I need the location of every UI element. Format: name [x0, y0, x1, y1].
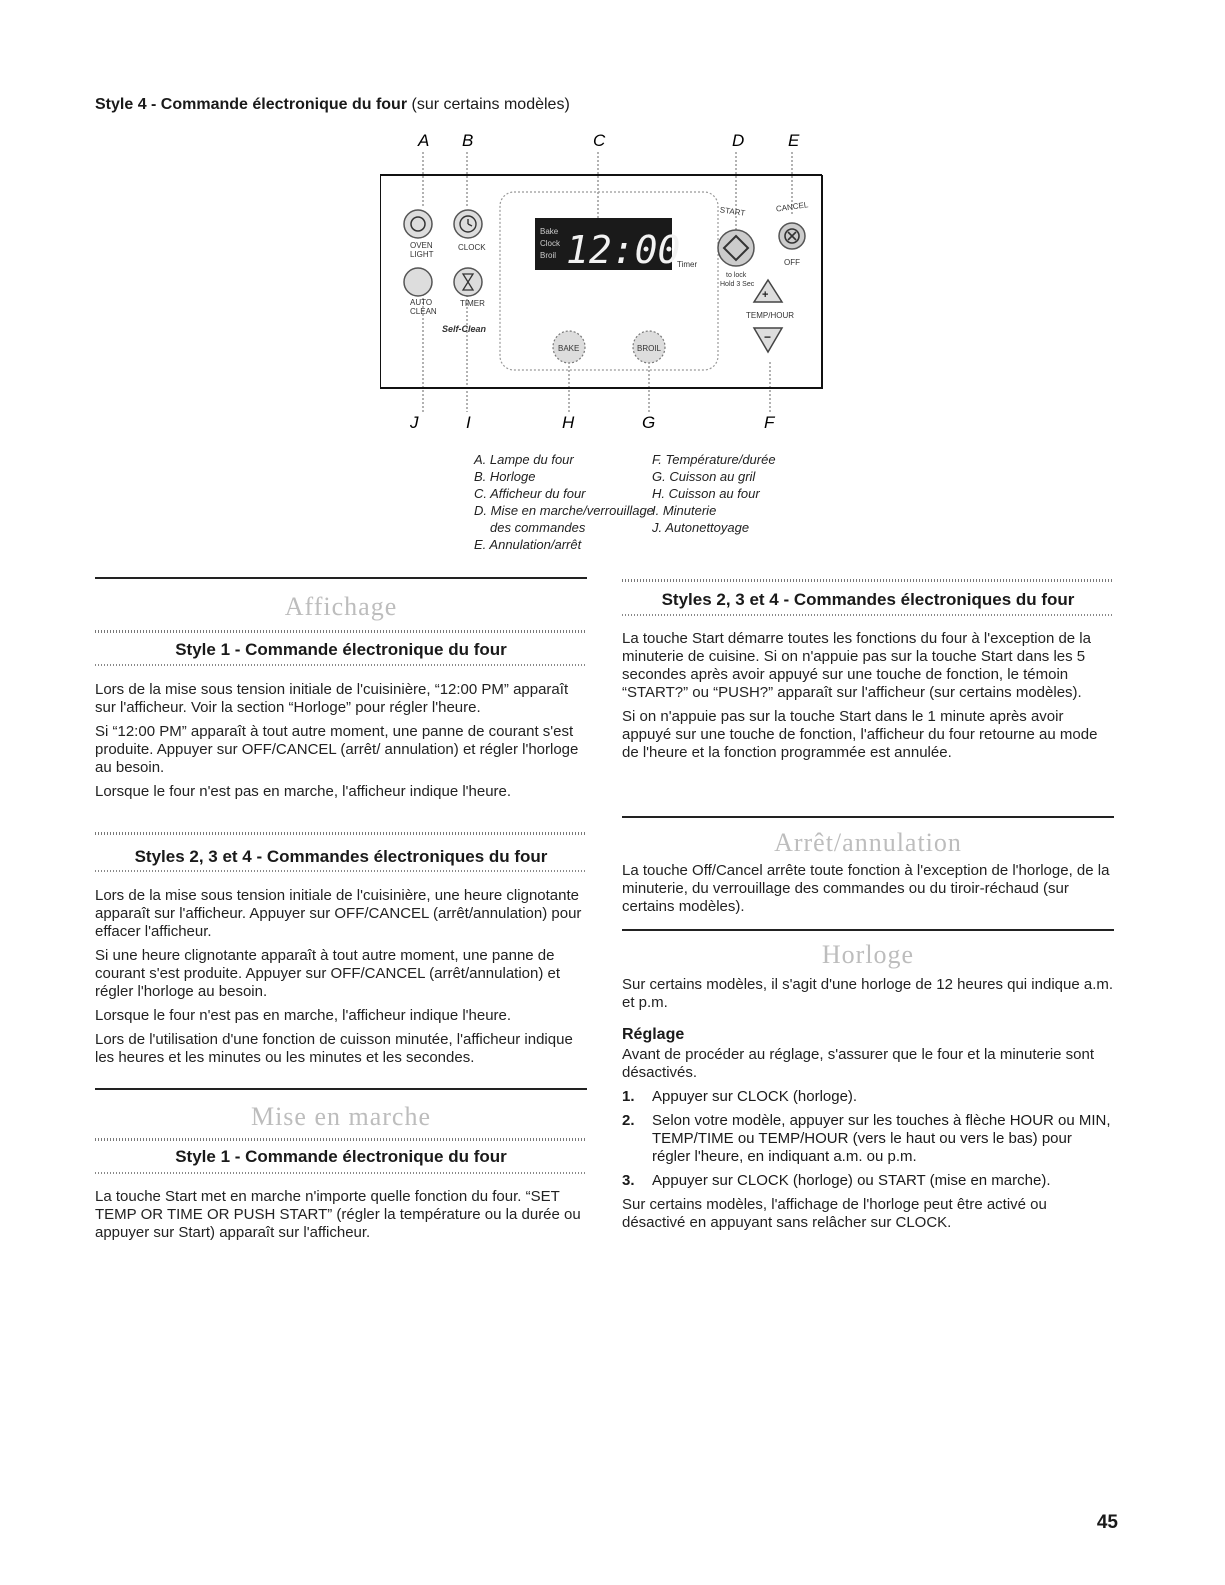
cancel-label: CANCEL	[775, 200, 809, 214]
cancel-button[interactable]	[779, 223, 805, 249]
subtitle-styles234: Styles 2, 3 et 4 - Commandes électroniques du four	[134, 847, 548, 866]
paragraph: La touche Off/Cancel arrête toute fonction à l'exception de l'horloge, de la minuterie, du verrouillage des commandes ou du tiroir-réchaud (sur certains modèles).	[622, 862, 1110, 915]
section-rule	[622, 929, 1114, 931]
paragraph: La touche Start démarre toutes les fonctions du four à l'exception de la minuterie de cuisine. Si on n'appuie pas sur la touche Start dans les 5 secondes après avoir appuyé sur une touche de fonction, le témoin “START?” ou “PUSH?” apparaît sur l'afficheur (sur certains modèles).	[622, 630, 1091, 701]
self-clean-label: Self-Clean	[442, 324, 487, 334]
heading-bold: Style 4 - Commande électronique du four	[95, 96, 408, 113]
dotted-rule	[95, 832, 587, 835]
legend-item: B. Horloge	[474, 469, 536, 484]
list-number: 3.	[622, 1172, 635, 1189]
bake-label: BAKE	[558, 344, 580, 353]
temp-hour-up-button[interactable]	[754, 280, 782, 302]
plus-icon: +	[762, 289, 769, 301]
timer-display-label: Timer	[677, 260, 698, 269]
paragraph: Avant de procéder au réglage, s'assurer que le four et la minuterie sont désactivés.	[622, 1046, 1095, 1081]
dotted-rule	[95, 1172, 587, 1174]
letter-f: F	[764, 413, 775, 430]
display-label-bake: Bake	[540, 227, 559, 236]
letter-c: C	[593, 131, 606, 150]
legend-item: C. Afficheur du four	[474, 486, 586, 501]
timer-button-label: TIMER	[460, 299, 485, 308]
section-title-mise: Mise en marche	[250, 1102, 432, 1131]
list-item	[622, 1088, 1114, 1106]
paragraph: Lorsque le four n'est pas en marche, l'afficheur indique l'heure.	[95, 783, 512, 800]
section-title-arret: Arrêt/annulation	[774, 828, 962, 857]
legend-item: D. Mise en marche/verrouillage	[474, 503, 654, 518]
paragraph: La touche Start met en marche n'importe quelle fonction du four. “SET TEMP OR TIME OR PUSH START” (régler la température ou la durée ou appuyer sur Start) apparaît sur l'afficheur.	[95, 1188, 581, 1241]
legend-left	[474, 451, 654, 553]
legend-item: G. Cuisson au gril	[652, 469, 756, 484]
oven-light-label-1: OVEN	[410, 241, 433, 250]
paragraph: Sur certains modèles, il s'agit d'une horloge de 12 heures qui indique a.m. et p.m.	[622, 976, 1114, 1011]
letter-e: E	[788, 131, 800, 150]
clock-label: CLOCK	[458, 243, 486, 252]
dotted-rule	[622, 579, 1114, 582]
legend-item: E. Annulation/arrêt	[474, 537, 582, 552]
arret-body	[622, 862, 1114, 922]
letter-i: I	[466, 413, 471, 430]
letter-b: B	[462, 131, 474, 150]
list-text: Appuyer sur CLOCK (horloge) ou START (mise en marche).	[652, 1172, 1051, 1189]
timer-button[interactable]	[454, 268, 482, 296]
dotted-rule	[95, 870, 587, 872]
start-button[interactable]	[718, 230, 754, 266]
clock-button[interactable]	[454, 210, 482, 238]
legend-item: F. Température/durée	[652, 452, 776, 467]
heading-note: (sur certains modèles)	[407, 96, 570, 113]
list-item	[622, 1112, 1114, 1166]
legend-item: I. Minuterie	[652, 503, 717, 518]
affichage-style1-body	[95, 681, 587, 807]
auto-clean-label-2: CLEAN	[410, 307, 437, 316]
paragraph: Lors de l'utilisation d'une fonction de cuisson minutée, l'afficheur indique les heures et les minutes ou les minutes et les secondes.	[95, 1031, 573, 1066]
paragraph: Sur certains modèles, l'affichage de l'horloge peut être activé ou désactivé en appuyant sans relâcher sur CLOCK.	[622, 1196, 1047, 1231]
page-heading	[95, 96, 570, 114]
control-panel-svg	[380, 130, 840, 430]
paragraph: Si une heure clignotante apparaît à tout autre moment, une panne de courant s'est produite. Appuyer sur OFF/CANCEL (arrêt/annulation) et régler l'horloge au besoin.	[95, 947, 561, 1000]
dotted-rule	[95, 630, 587, 633]
letter-h: H	[562, 413, 575, 430]
reglage-heading: Réglage	[622, 1026, 685, 1043]
dotted-rule	[95, 1138, 587, 1141]
section-rule	[95, 1088, 587, 1090]
paragraph: Si on n'appuie pas sur la touche Start dans le 1 minute après avoir appuyé sur une touche de fonction, l'afficheur du four retourne au mode de l'heure et la fonction programmée est annulée.	[622, 708, 1098, 761]
subtitle-right-styles234: Styles 2, 3 et 4 - Commandes électroniques du four	[661, 590, 1075, 609]
auto-clean-label-1: AUTO	[410, 298, 433, 307]
auto-clean-button[interactable]	[404, 268, 432, 296]
display-label-broil: Broil	[540, 251, 557, 260]
list-number: 2.	[622, 1112, 635, 1129]
dotted-rule	[95, 664, 587, 666]
paragraph: Lorsque le four n'est pas en marche, l'afficheur indique l'heure.	[95, 1007, 512, 1024]
letter-d: D	[732, 131, 745, 150]
list-number: 1.	[622, 1088, 635, 1105]
legend-item: A. Lampe du four	[474, 452, 574, 467]
section-title-horloge: Horloge	[821, 940, 915, 969]
paragraph: Lors de la mise sous tension initiale de l'cuisinière, “12:00 PM” apparaît sur l'afficheur. Voir la section “Horloge” pour régler l'heure.	[95, 681, 569, 716]
off-label: OFF	[784, 258, 800, 267]
display-label-clock: Clock	[540, 239, 561, 248]
legend-right	[652, 451, 776, 536]
display-time: 12:00	[566, 228, 681, 272]
page-number: 45	[1096, 1512, 1118, 1533]
legend-item: J. Autonettoyage	[652, 520, 750, 535]
subtitle-style1: Style 1 - Commande électronique du four	[175, 640, 507, 659]
panel-frame	[380, 175, 822, 388]
list-text: Selon votre modèle, appuyer sur les touches à flèche HOUR ou MIN, TEMP/TIME ou TEMP/HOUR (vers le haut ou vers le bas) pour régler l'heure, en indiquant a.m. ou p.m.	[652, 1112, 1111, 1165]
to-lock-label: to lock	[726, 272, 747, 279]
letter-j: J	[410, 413, 419, 430]
legend-item: H. Cuisson au four	[652, 486, 760, 501]
control-panel-diagram	[380, 130, 840, 430]
minus-icon: −	[764, 330, 772, 344]
dotted-rule	[622, 614, 1114, 616]
section-title-affichage: Affichage	[284, 592, 398, 621]
hold-label: Hold 3 Sec	[720, 281, 755, 288]
temp-hour-down-button[interactable]	[754, 328, 782, 352]
mise-body	[95, 1188, 587, 1248]
letter-a: A	[418, 131, 430, 150]
section-rule	[622, 816, 1114, 818]
oven-light-label-2: LIGHT	[410, 250, 434, 259]
oven-light-button[interactable]	[404, 210, 432, 238]
letter-g: G	[642, 413, 656, 430]
temp-hour-label: TEMP/HOUR	[746, 311, 794, 320]
paragraph: Lors de la mise sous tension initiale de l'cuisinière, une heure clignotante apparaît sur l'afficheur. Appuyer sur OFF/CANCEL (arrêt/annulation) pour effacer l'afficheur.	[95, 887, 582, 940]
paragraph: Si “12:00 PM” apparaît à tout autre moment, une panne de courant s'est produite. Appuyer sur OFF/CANCEL (arrêt/ annulation) et régler l'horloge au besoin.	[95, 723, 579, 776]
start-label: START	[719, 205, 746, 218]
start-body	[622, 630, 1114, 768]
subtitle-mise-style1: Style 1 - Commande électronique du four	[175, 1147, 507, 1166]
list-text: Appuyer sur CLOCK (horloge).	[652, 1088, 858, 1105]
affichage-styles234-body	[95, 887, 587, 1073]
horloge-body	[622, 976, 1114, 1238]
legend-item: des commandes	[490, 520, 586, 535]
list-item	[622, 1172, 1114, 1190]
section-rule	[95, 577, 587, 579]
broil-label: BROIL	[637, 344, 662, 353]
